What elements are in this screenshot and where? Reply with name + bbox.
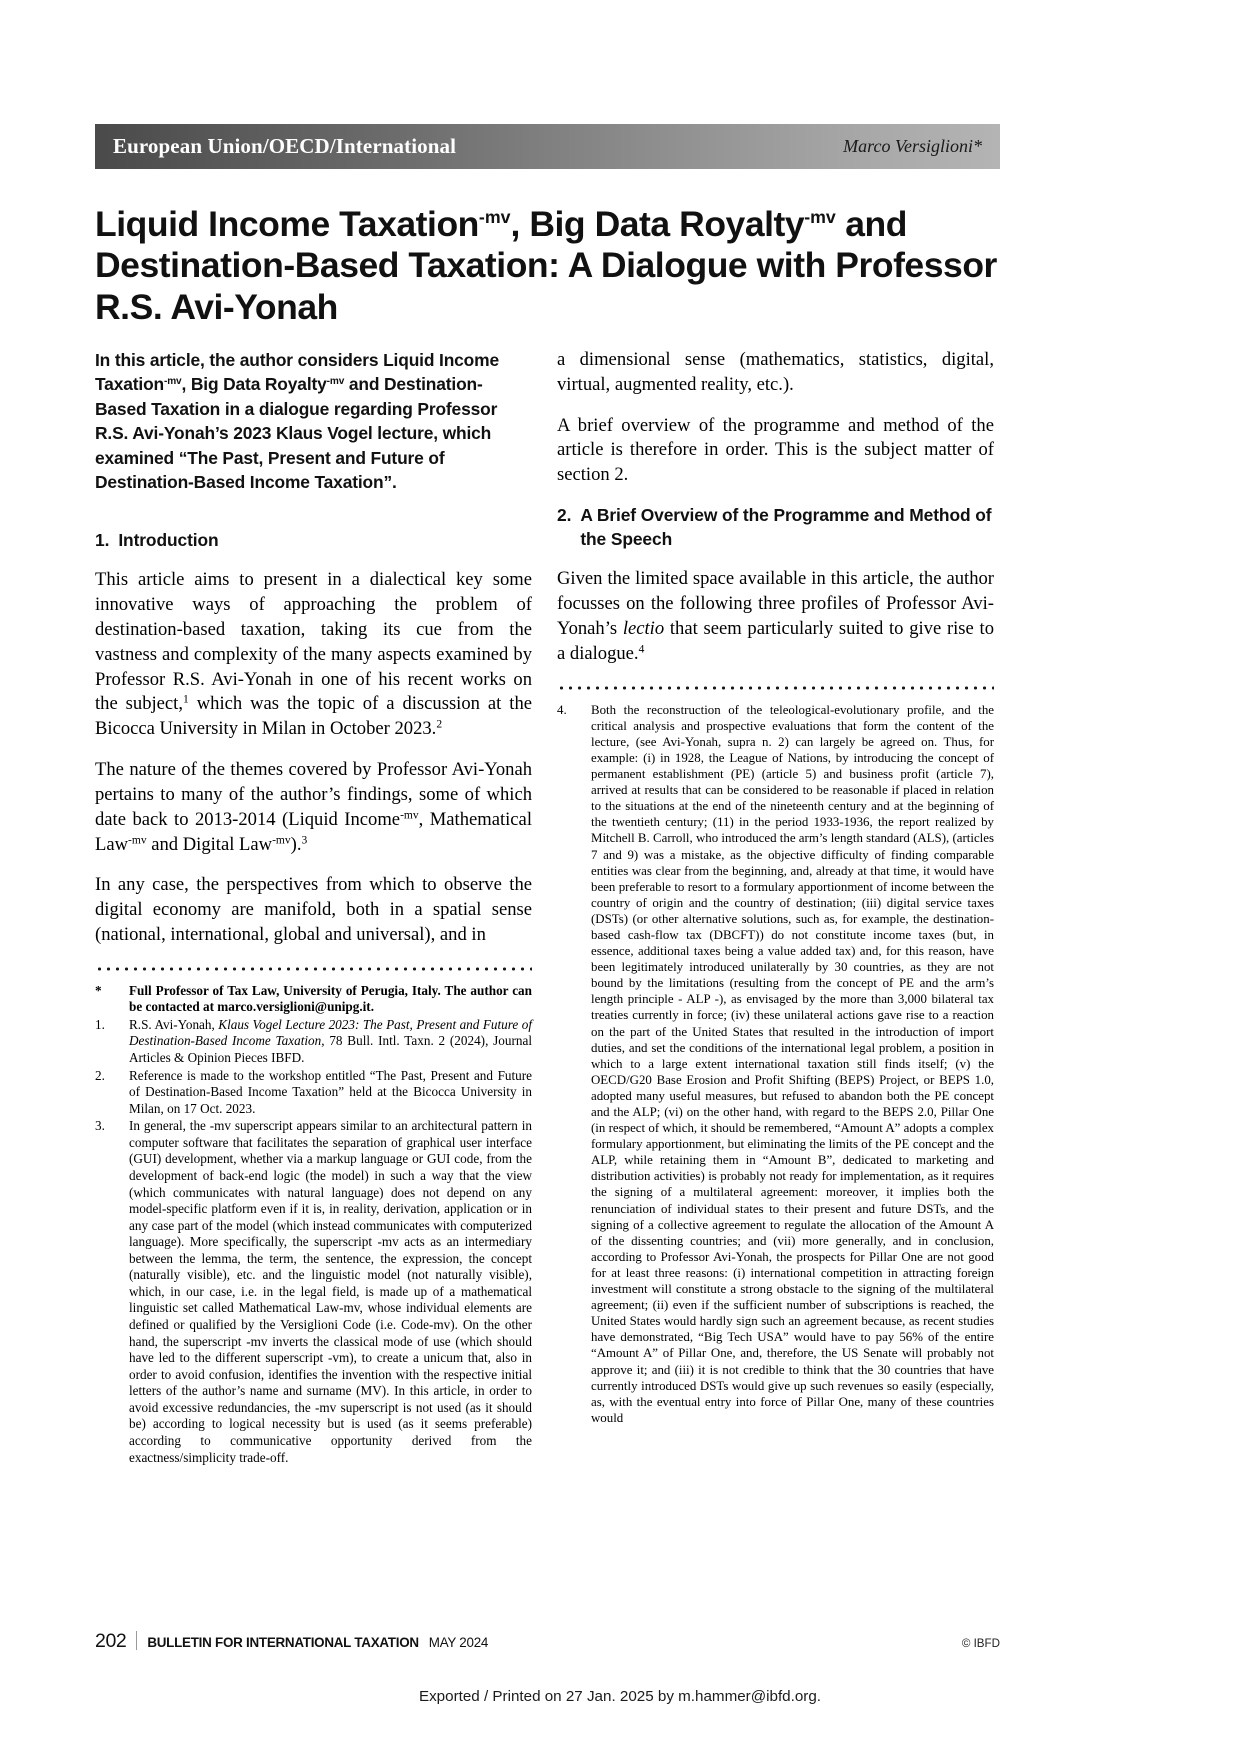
footnote-asterisk bbox=[95, 983, 532, 1016]
footer-journal-name: BULLETIN FOR INTERNATIONAL TAXATION bbox=[147, 1635, 419, 1650]
footer-divider bbox=[136, 1631, 137, 1650]
abstract-sup-mv-1: -mv bbox=[164, 376, 182, 388]
abstract-part-1: In this article, the author considers Liquid Income Taxation bbox=[95, 350, 499, 395]
left-p2-b: , Mathematical Law bbox=[95, 808, 532, 855]
title-sup-mv-1: -mv bbox=[478, 207, 511, 228]
footnote-marker: 3. bbox=[95, 1118, 105, 1134]
footnote-3 bbox=[95, 1118, 532, 1466]
left-p2-sup-mv-1: -mv bbox=[400, 809, 419, 822]
footnote-ref-4[interactable]: 4 bbox=[638, 643, 645, 656]
footnote-1-italic-title: Klaus Vogel Lecture 2023: The Past, Present and Future of Destination-Based Income Taxation bbox=[129, 1016, 532, 1049]
left-p2-c: and Digital Law bbox=[146, 833, 273, 855]
right-paragraph-2: A brief overview of the programme and method of the article is therefore in order. This is the subject matter of section 2. bbox=[557, 414, 994, 486]
right-p3-italic-lectio: lectio bbox=[622, 618, 665, 640]
footnote-text: Full Professor of Tax Law, University of Perugia, Italy. The author can be contacted at marco.versiglioni@unipg.it. bbox=[129, 982, 532, 1015]
right-p3-a: Given the limited space available in this article, the author focusses on the following three profiles of Professor Avi-Yonah’s bbox=[557, 568, 994, 640]
footnote-ref-3[interactable]: 3 bbox=[301, 833, 308, 846]
header-author: Marco Versiglioni* bbox=[843, 136, 982, 156]
right-paragraph-1: a dimensional sense (mathematics, statistics, digital, virtual, augmented reality, etc.). bbox=[557, 349, 994, 395]
footnote-text: Both the reconstruction of the teleological-evolutionary profile, and the critical analysis and prospective evaluations that form the content of the lecture, (see Avi-Yonah, supra n. 2) can largely be agreed on. Thus, for example: (i) in 1928, the League of Nations, by introducing the concept of permanent establishment (PE) (article 5) and business profit (article 7), arrived at results that can be considered to be reasonable if placed in relation to the situations at the end of the nineteenth century and at the beginning of the twentieth century; (11) in the period 1933-1936, the report realized by Mitchell B. Carroll, who introduced the arm’s length standard (ALS), (articles 7 and 9) was a mistake, as the objective difficulty of finding comparable entities was clear from the beginning, and, already at that time, it would have been preferable to resort to a formulary apportionment of income between the country of origin and the country of destination; (iii) digital service taxes (DSTs) (or other alternative solutions, such as, for example, the destination-based cash-flow tax (DBCFT)) do not constitute income taxes (but, in essence, additional taxes being a value added tax) and, for this reason, have been legitimately introduced unilaterally by 30 countries, as they are not bound by the limitations (resulting from the concept of PE and the arm’s length principle - ALP -), as envisaged by the more than 3,000 bilateral tax treaties currently in force; (iv) these unilateral actions gave rise to a reaction on the part of the United States that resulted in the introduction of import duties, and set the conditions of the international legal problem, a position in which to a large extent international taxation still finds itself; (v) the OECD/G20 Base Erosion and Profit Shifting (BEPS) Project, or BEPS 1.0, adopted many useful measures, but refused to abandon both the PE concept and the ALP; (vi) on the other hand, with regard to the BEPS 2.0, Pillar One (in respect of which, it should be remembered, “Amount A” adopts a complex formulary apportionment, but eliminating the limits of the PE concept and the ALP, while retaining them in “Amount B”, dedicated to marketing and distribution activities) is probably not ready for implementation, as it requires the signing of a multilateral agreement: moreover, it implies both the renunciation of individual states to their present and future DSTs, and the signing of a collective agreement to regulate the allocation of the Amount A of the dissenting countries; and (vii) more generally, and in conclusion, according to Professor Avi-Yonah, the prospects for Pillar One are not good for at least three reasons: (i) international competition in attracting foreign investment will constitute a strong obstacle to the signing of the multilateral agreement; (ii) even if the sufficient number of subscriptions is reached, the United States would hardly sign such an agreement because, as recent studies have demonstrated, “Big Tech USA” would have to pay 56% of the entire “Amount A” of Pillar One, and, therefore, the US Senate will probably not approve it; and (iii) it is not credible to think that the 30 countries that have currently introduced DSTs would give up such revenues so easily (especially, as, with the eventual entry into force of Pillar One, many of these countries would bbox=[591, 702, 994, 1425]
footnote-marker: 1. bbox=[95, 1016, 105, 1032]
left-p1-b: which was the topic of a discussion at the Bicocca University in Milan in October 2023. bbox=[95, 693, 532, 740]
footnote-marker: 2. bbox=[95, 1067, 105, 1083]
page-title bbox=[95, 204, 1005, 329]
right-p3-b: that seem particularly suited to give rise to a dialogue. bbox=[557, 618, 994, 664]
footnote-text bbox=[129, 1017, 532, 1067]
title-line-1-b: , Big Data Royalty bbox=[510, 203, 805, 244]
left-paragraph-2 bbox=[95, 758, 532, 857]
right-paragraph-3 bbox=[557, 567, 994, 666]
title-line-2: and Destination-Based Taxation: A Dialogue bbox=[95, 203, 907, 286]
section-1-number: 1. bbox=[95, 529, 110, 550]
section-2-number: 2. bbox=[557, 505, 572, 526]
left-column bbox=[95, 348, 532, 1467]
footnote-2 bbox=[95, 1068, 532, 1118]
abstract-sup-mv-2: -mv bbox=[326, 376, 345, 388]
page-footer bbox=[95, 1628, 1000, 1653]
left-p2-sup-mv-2: -mv bbox=[128, 833, 147, 846]
export-notice: Exported / Printed on 27 Jan. 2025 by m.hammer@ibfd.org. bbox=[418, 1688, 822, 1705]
footnote-ref-1[interactable]: 1 bbox=[183, 693, 189, 706]
footnote-1 bbox=[95, 1017, 532, 1067]
footnotes-left bbox=[95, 983, 532, 1466]
left-p2-sup-mv-3: -mv bbox=[272, 833, 291, 846]
footnote-1-a: R.S. Avi-Yonah, bbox=[129, 1016, 219, 1032]
section-1-title: Introduction bbox=[118, 529, 219, 550]
footnote-marker: * bbox=[95, 982, 102, 998]
title-line-1-a: Liquid Income Taxation bbox=[95, 203, 479, 244]
footnote-4 bbox=[557, 702, 994, 1426]
footer-page-number: 202 bbox=[95, 1630, 127, 1652]
footnote-text: Reference is made to the workshop entitled “The Past, Present and Future of Destination-Based Income Taxation” held at the Bicocca University in Milan, on 17 Oct. 2023. bbox=[129, 1067, 532, 1116]
section-heading-2 bbox=[557, 504, 994, 551]
footnote-separator-right bbox=[557, 683, 994, 693]
footnote-text: In general, the -mv superscript appears similar to an architectural pattern in computer software that facilitates the separation of graphical user interface (GUI) development, whether via a markup language or GUI code, from the development of back-end logic (the model) in such a way that the view (which communicates with natural language) does not depend on any model-specific platform even if it is, in reality, derivation, application or in any case part of the model (which instead communicates with computerized language). More specifically, the superscript -mv acts as an intermediary between the lemma, the term, the sentence, the expression, the concept (naturally visible), etc. and the linguistic model (not naturally visible), which, in our case, i.e. in the legal field, is made up of a mathematical linguistic set called Mathematical Law-mv, whose individual elements are defined or qualified by the Versiglioni Code (i.e. Code-mv). On the other hand, the superscript -mv inverts the classical mode of use (which should have led to the different superscript -vm), to create a unicum that, also in order to avoid confusion, identifies the invention with the respective initial letters of the author’s name and surname (MV). In this article, in order to avoid excessive redundancies, the -mv superscript is not used (as it should be) according to logical necessity but is used (as it seems preferable) according to communicative opportunity derived from the exactness/simplicity trade-off. bbox=[129, 1118, 532, 1465]
footnote-separator-left bbox=[95, 964, 532, 974]
abstract-part-3: and Destination-Based Taxation in a dialogue regarding Professor R.S. Avi-Yonah’s 2023 Klaus Vogel lecture, which examined “The Past, Present and Future of Destination-Based Income Taxation”. bbox=[95, 374, 498, 493]
title-sup-mv-2: -mv bbox=[804, 207, 836, 228]
footer-copyright: © IBFD bbox=[961, 1637, 1000, 1650]
section-2-title: A Brief Overview of the Programme and Method of the Speech bbox=[580, 505, 992, 549]
left-p1-a: This article aims to present in a dialectical key some innovative ways of approaching the problem of destination-based taxation, taking its cue from the vastness and complexity of the many aspects examined by Professor R.S. Avi-Yonah in one of his recent works on the subject, bbox=[95, 569, 532, 715]
title-line-3: with Professor R.S. Avi-Yonah bbox=[95, 245, 997, 328]
abstract bbox=[95, 348, 532, 495]
footnote-marker: 4. bbox=[557, 702, 567, 717]
footer-left-group bbox=[95, 1628, 488, 1653]
section-heading-1 bbox=[95, 529, 532, 553]
left-paragraph-3: In any case, the perspectives from which to observe the digital economy are manifold, both in a spatial sense (national, international, global and universal), and in bbox=[95, 874, 532, 945]
left-p2-a: The nature of the themes covered by Professor Avi-Yonah pertains to many of the author’s findings, some of which date back to 2013-2014 (Liquid Income bbox=[95, 759, 532, 830]
footer-issue-date: MAY 2024 bbox=[428, 1635, 489, 1650]
footnotes-right bbox=[557, 702, 994, 1426]
left-paragraph-1 bbox=[95, 568, 532, 742]
left-p2-d: ). bbox=[290, 833, 302, 855]
right-column bbox=[557, 348, 994, 1427]
footnote-ref-2[interactable]: 2 bbox=[436, 718, 443, 731]
article-header-band bbox=[95, 124, 1000, 169]
footnote-1-b: , 78 Bull. Intl. Taxn. 2 (2024), Journal Articles & Opinion Pieces IBFD. bbox=[129, 1033, 532, 1066]
abstract-part-2: , Big Data Royalty bbox=[181, 374, 327, 395]
header-topic: European Union/OECD/International bbox=[113, 134, 457, 158]
